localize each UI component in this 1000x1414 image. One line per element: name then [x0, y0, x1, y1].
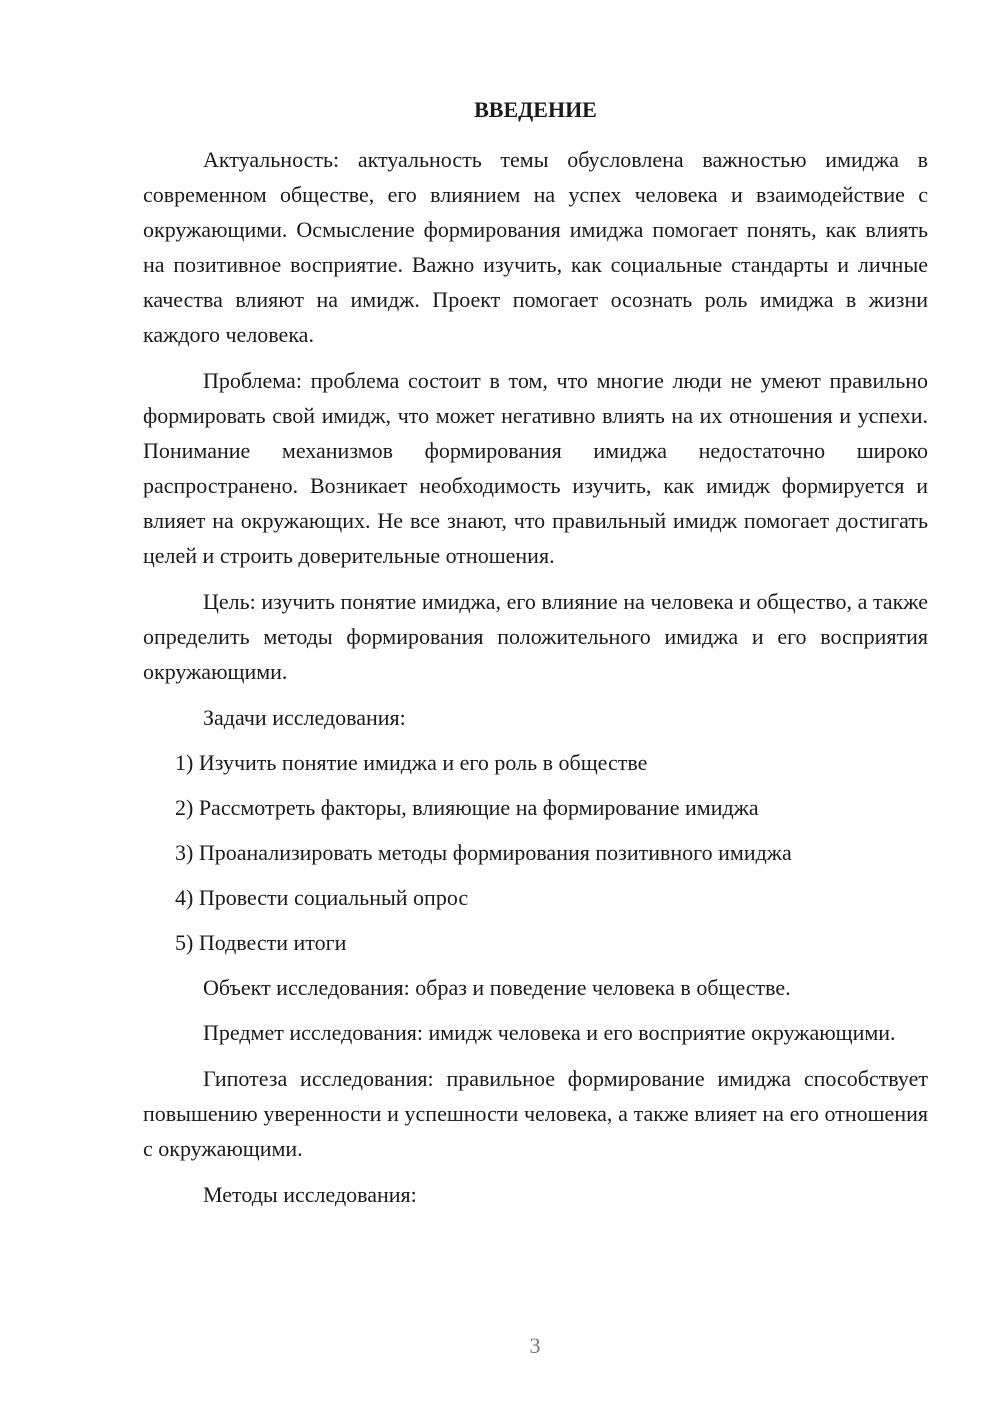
task-item: 2) Рассмотреть факторы, влияющие на формирование имиджа	[175, 795, 759, 820]
hypothesis-paragraph: Гипотеза исследования: правильное формирование имиджа способствует повышению уверенности и успешности человека, а также влияет на его отношения с окружающими.	[143, 1066, 928, 1161]
goal-paragraph: Цель: изучить понятие имиджа, его влияние на человека и общество, а также определить методы формирования положительного имиджа и его восприятия окружающими.	[143, 589, 928, 684]
document-page	[143, 95, 928, 1222]
subject-paragraph: Предмет исследования: имидж человека и его восприятие окружающими.	[203, 1020, 896, 1045]
task-item: 4) Провести социальный опрос	[175, 885, 469, 910]
problem-paragraph: Проблема: проблема состоит в том, что многие люди не умеют правильно формировать свой имидж, что может негативно влиять на их отношения и успехи. Понимание механизмов формирования имиджа недостаточно широко распространено. Возникает необходимость изучить, как имидж формируется и влияет на окружающих. Не все знают, что правильный имидж помогает достигать целей и строить доверительные отношения.	[143, 368, 928, 568]
page-number: 3	[529, 1333, 541, 1358]
task-item: 1) Изучить понятие имиджа и его роль в обществе	[175, 750, 648, 775]
task-item: 3) Проанализировать методы формирования позитивного имиджа	[175, 840, 792, 865]
methods-heading: Методы исследования:	[203, 1182, 417, 1207]
tasks-heading: Задачи исследования:	[203, 705, 406, 730]
relevance-paragraph: Актуальность: актуальность темы обусловлена важностью имиджа в современном обществе, его влиянием на успех человека и взаимодействие с окружающими. Осмысление формирования имиджа помогает понять, как влиять на позитивное восприятие. Важно изучить, как социальные стандарты и личные качества влияют на имидж. Проект помогает осознать роль имиджа в жизни каждого человека.	[143, 147, 928, 347]
object-line: Объект исследования: образ и поведение человека в обществе.	[203, 975, 791, 1000]
tasks-list	[143, 745, 928, 960]
section-title: ВВЕДЕНИЕ	[474, 97, 597, 122]
task-item: 5) Подвести итоги	[175, 930, 347, 955]
